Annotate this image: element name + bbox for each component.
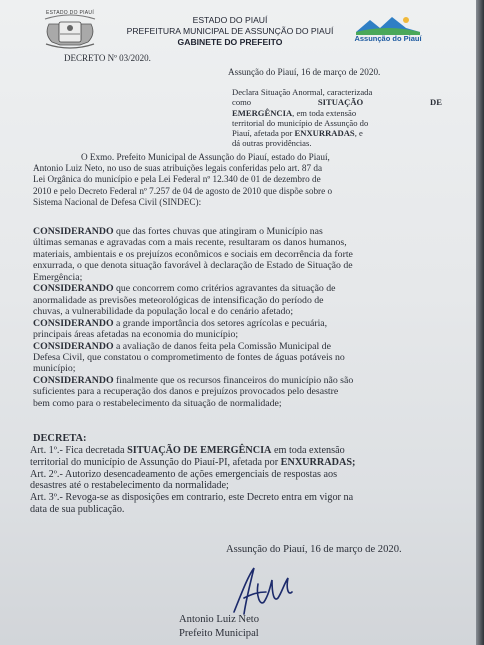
considerando-text: Emergência; bbox=[33, 271, 83, 283]
article-1 bbox=[30, 445, 355, 469]
considerando-text: finalmente que os recursos financeiros do município não são bbox=[113, 374, 354, 386]
ementa-word: como bbox=[232, 97, 252, 108]
preamble-line: O Exmo. Prefeito Municipal de Assunção do Piauí, estado do Piauí, bbox=[81, 152, 330, 162]
header-state: ESTADO DO PIAUÍ bbox=[192, 15, 268, 25]
ementa-bold: EMERGÊNCIA bbox=[232, 107, 293, 118]
article-text: Art. 3º.- Revoga-se as disposições em contrario, este Decreto entra em vigor na bbox=[30, 492, 354, 504]
considerando-text: que das fortes chuvas que atingiram o Município nas bbox=[113, 226, 323, 237]
signatory-name: Antonio Luiz Neto bbox=[179, 614, 260, 625]
considerando-text: que concorrem como critérios agravantes da situação de bbox=[113, 283, 336, 295]
preamble-line: Lei Orgânica do município e pela Lei Federal nº 12.340 de 01 de dezembro de bbox=[33, 174, 321, 185]
signatory-title: Prefeito Municipal bbox=[179, 628, 259, 639]
considerando-5 bbox=[33, 375, 353, 409]
considerando-text: a grande importância dos setores agrícolas e pecuária, bbox=[113, 317, 328, 329]
considerando-text: enxurrada, o que denota situação favorável à declaração de Estado de Situação de bbox=[33, 260, 353, 272]
article-text: em toda extensão bbox=[271, 445, 345, 456]
ementa-word: SITUAÇÃO bbox=[317, 97, 364, 108]
ementa-line bbox=[232, 97, 442, 107]
date-bottom: Assunção do Piauí, 16 de março de 2020. bbox=[226, 544, 402, 555]
ementa-word: DE bbox=[430, 97, 442, 108]
considerando-text: município; bbox=[33, 363, 76, 375]
crest-ribbon-text: ESTADO DO PIAUÍ bbox=[46, 10, 95, 16]
considerando-label: CONSIDERANDO bbox=[33, 374, 114, 386]
article-text: desastres até o restabelecimento da normalidade; bbox=[30, 480, 229, 492]
considerando-text: Defesa Civil, que constatou o comprometimento de fontes de águas potáveis no bbox=[33, 351, 345, 363]
decreta-label: DECRETA: bbox=[33, 433, 87, 444]
date-top: Assunção do Piauí, 16 de março de 2020. bbox=[228, 67, 381, 77]
article-text: Art. 2º.- Autorizo desencadeamento de ações emergenciais de respostas aos bbox=[30, 468, 338, 480]
header-prefeitura: PREFEITURA MUNICIPAL DE ASSUNÇÃO DO PIAUÍ bbox=[126, 26, 334, 36]
article-text: data de sua publicação. bbox=[30, 503, 125, 515]
state-crest bbox=[40, 10, 100, 50]
considerando-text: principais áreas afetadas na economia do município; bbox=[33, 329, 239, 341]
considerando-text: a avaliação de danos feita pela Comissão Municipal de bbox=[113, 340, 331, 352]
considerando-label: CONSIDERANDO bbox=[33, 317, 114, 329]
logo-text: Assunção do Piauí bbox=[354, 34, 422, 43]
considerandos bbox=[33, 226, 353, 409]
preamble-line: Antonio Luiz Neto, no uso de suas atribuições legais conferidas pelo art. 87 da bbox=[33, 163, 323, 174]
ementa-line bbox=[232, 128, 442, 138]
preamble-line: 2010 e pelo Decreto Federal nº 7.257 de 04 de agosto de 2010 que dispõe sobre o bbox=[33, 185, 333, 196]
article-3 bbox=[30, 492, 355, 516]
article-2 bbox=[30, 469, 355, 493]
decree-number: DECRETO Nº 03/2020. bbox=[64, 53, 151, 63]
municipality-logo bbox=[352, 14, 424, 48]
article-bold: SITUAÇÃO DE EMERGÊNCIA bbox=[127, 445, 272, 456]
ementa-line: Declara Situação Anormal, caracterizada bbox=[232, 87, 373, 97]
handwritten-signature bbox=[228, 562, 298, 618]
ementa-bold: ENXURRADAS bbox=[294, 128, 355, 139]
considerando-2 bbox=[33, 283, 353, 317]
ementa-line: dá outras providências. bbox=[232, 138, 312, 149]
considerando-text: materiais, ambientais e os prejuízos econômicos e sociais em decorrência da forte bbox=[33, 248, 353, 260]
ementa-text: , em toda extensão bbox=[292, 107, 357, 118]
article-text: territorial do município de Assunção do Piauí-PI, afetada por bbox=[30, 456, 281, 468]
considerando-label: CONSIDERANDO bbox=[33, 226, 114, 237]
considerando-text: anormalidade as previsões meteorológicas de intensificação do período de bbox=[33, 294, 324, 306]
page-edge-shadow bbox=[476, 0, 484, 645]
considerando-4 bbox=[33, 341, 353, 375]
articles bbox=[30, 445, 355, 516]
considerando-label: CONSIDERANDO bbox=[33, 340, 114, 352]
considerando-text: bem como para o restabelecimento da situação de normalidade; bbox=[33, 397, 282, 409]
considerando-1 bbox=[33, 226, 353, 283]
article-bold: ENXURRADAS; bbox=[280, 456, 356, 468]
preamble bbox=[33, 152, 333, 208]
considerando-text: chuvas, a vulnerabilidade da população local e do cenário afetado; bbox=[33, 306, 294, 318]
considerando-3 bbox=[33, 318, 353, 341]
ementa bbox=[232, 87, 442, 149]
considerando-text: suficientes para a recuperação dos danos e prejuízos provocados pelo desastre bbox=[33, 386, 339, 398]
considerando-text: últimas semanas e agravadas com a mais recente, resultaram os danos humanos, bbox=[33, 237, 347, 249]
ementa-text: Piauí, afetada por bbox=[232, 128, 295, 139]
ementa-line: territorial do município de Assunção do bbox=[232, 117, 369, 128]
preamble-line: Sistema Nacional de Defesa Civil (SINDEC): bbox=[33, 196, 202, 207]
ementa-line bbox=[232, 108, 442, 118]
ementa-text: , e bbox=[354, 128, 363, 139]
considerando-label: CONSIDERANDO bbox=[33, 283, 114, 295]
article-text: Art. 1º.- Fica decretada bbox=[30, 445, 128, 456]
header-gabinete: GABINETE DO PREFEITO bbox=[177, 37, 283, 47]
